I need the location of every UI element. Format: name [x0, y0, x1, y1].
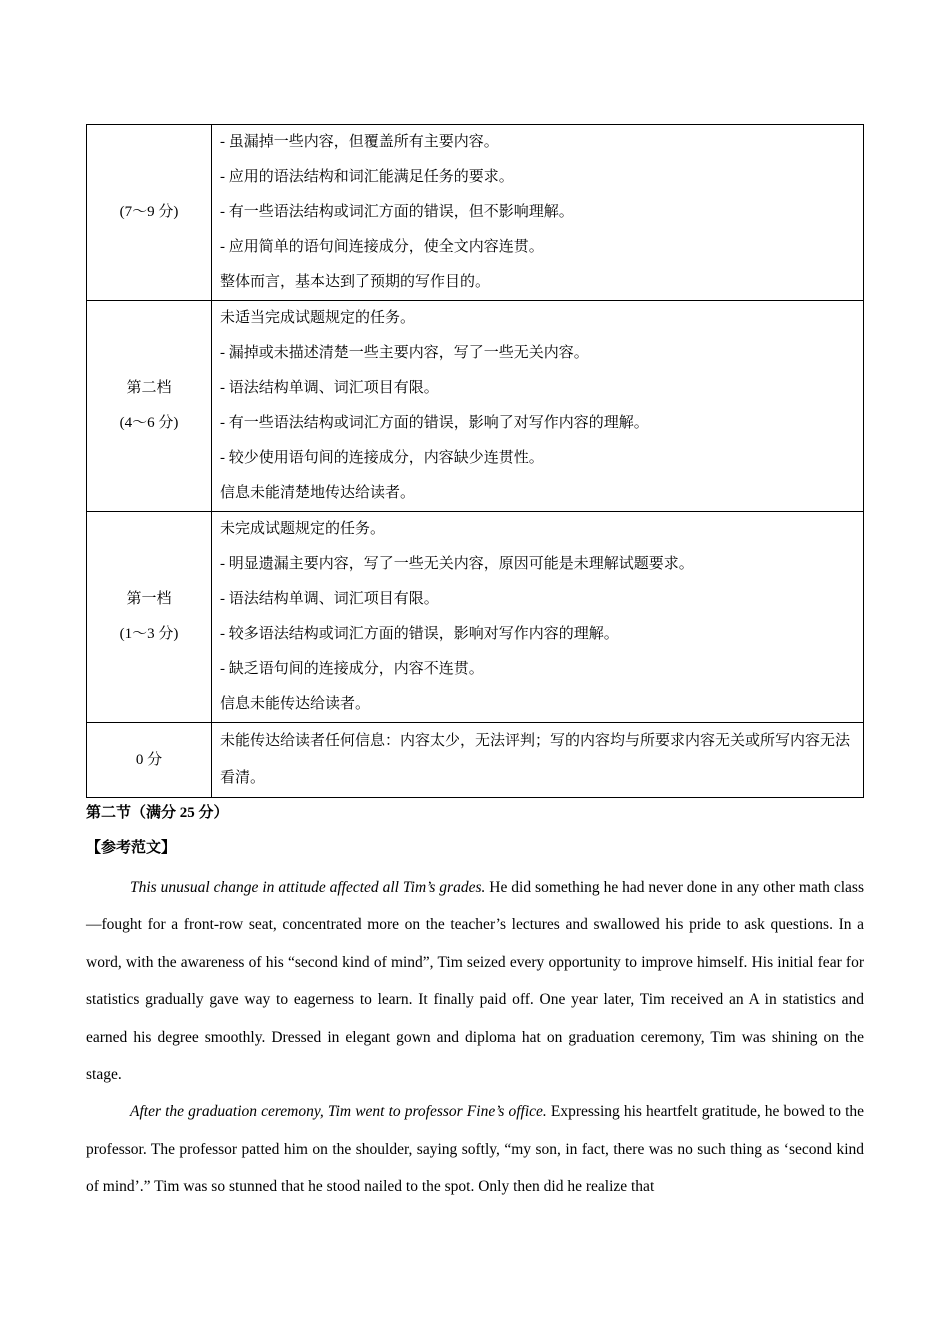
essay-paragraph-text: He did something he had never done in any other math class—fought for a front-row seat, concentrated more on the teacher’s lectures and swallowed his pride to ask questions. In a word, with the awareness of his “second kind of mind”, Tim seized every opportunity to improve himself. His initial fear for statistics gradually gave way to eagerness to learn. It finally paid off. One year later, Tim received an A in statistics and earned his degree smoothly. Dressed in elegant gown and diploma hat on graduation ceremony, Tim was shining on the stage. — [86, 879, 864, 1084]
rubric-level-cell — [87, 512, 212, 723]
rubric-level-label: 0 分 — [135, 751, 163, 768]
rubric-criterion: 信息未能清楚地传达给读者。 — [220, 485, 416, 501]
rubric-description-cell — [212, 301, 864, 512]
rubric-level-cell — [87, 125, 212, 301]
essay-paragraph-1 — [86, 869, 864, 1093]
reference-essay-heading: 【参考范文】 — [86, 840, 177, 856]
rubric-description-cell — [212, 512, 864, 723]
rubric-level-score: (1～3 分) — [119, 626, 179, 642]
rubric-description-cell — [212, 723, 864, 798]
rubric-level-name: 第一档 — [126, 591, 172, 607]
rubric-criterion: - 有一些语法结构或词汇方面的错误，影响了对写作内容的理解。 — [220, 415, 649, 431]
rubric-criterion: - 虽漏掉一些内容，但覆盖所有主要内容。 — [220, 134, 499, 150]
rubric-level-label: (7～9 分) — [119, 204, 179, 220]
rubric-criterion: - 缺乏语句间的连接成分，内容不连贯。 — [220, 661, 484, 677]
section-heading: 第二节（满分 25 分） — [86, 805, 229, 821]
rubric-criterion: - 语法结构单调、词汇项目有限。 — [220, 380, 439, 396]
rubric-criterion: - 语法结构单调、词汇项目有限。 — [220, 591, 439, 607]
rubric-row-level-0 — [87, 723, 864, 798]
rubric-criterion: - 有一些语法结构或词汇方面的错误，但不影响理解。 — [220, 204, 574, 220]
rubric-criterion: 信息未能传达给读者。 — [220, 696, 371, 712]
rubric-description-cell — [212, 125, 864, 301]
essay-opening-sentence: This unusual change in attitude affected all Tim’s grades. — [130, 879, 486, 896]
rubric-row-level-2 — [87, 301, 864, 512]
rubric-level-cell — [87, 301, 212, 512]
document-page — [86, 124, 864, 1206]
rubric-criterion: - 较少使用语句间的连接成分，内容缺少连贯性。 — [220, 450, 544, 466]
rubric-criterion: - 较多语法结构或词汇方面的错误，影响对写作内容的理解。 — [220, 626, 619, 642]
rubric-criterion: - 应用简单的语句间连接成分，使全文内容连贯。 — [220, 239, 544, 255]
rubric-criterion: 未完成试题规定的任务。 — [220, 521, 386, 537]
rubric-level-cell — [87, 723, 212, 798]
essay-opening-sentence: After the graduation ceremony, Tim went to professor Fine’s office. — [130, 1103, 547, 1121]
rubric-criterion: 未适当完成试题规定的任务。 — [220, 310, 416, 326]
rubric-level-name: 第二档 — [126, 380, 172, 396]
rubric-criterion: 整体而言，基本达到了预期的写作目的。 — [220, 274, 491, 290]
rubric-criterion: 未能传达给读者任何信息：内容太少，无法评判；写的内容均与所要求内容无关或所写内容无法看清。 — [220, 733, 851, 786]
scoring-rubric-table — [86, 124, 864, 798]
rubric-level-score: (4～6 分) — [119, 415, 179, 431]
rubric-criterion: - 明显遗漏主要内容，写了一些无关内容，原因可能是未理解试题要求。 — [220, 556, 694, 572]
rubric-criterion: - 应用的语法结构和词汇能满足任务的要求。 — [220, 169, 514, 185]
rubric-row-level-1 — [87, 512, 864, 723]
rubric-row-level-7-9 — [87, 125, 864, 301]
essay-paragraph-text: Expressing his heartfelt gratitude, he bowed to the professor. The professor patted him on the shoulder, saying softly, “my son, in fact, there was no such thing as ‘second kind of mind’.” Tim was so stunned that he stood nailed to the spot. Only then did he realize that — [86, 1103, 865, 1196]
essay-paragraph-2 — [86, 1093, 864, 1205]
rubric-criterion: - 漏掉或未描述清楚一些主要内容，写了一些无关内容。 — [220, 345, 589, 361]
